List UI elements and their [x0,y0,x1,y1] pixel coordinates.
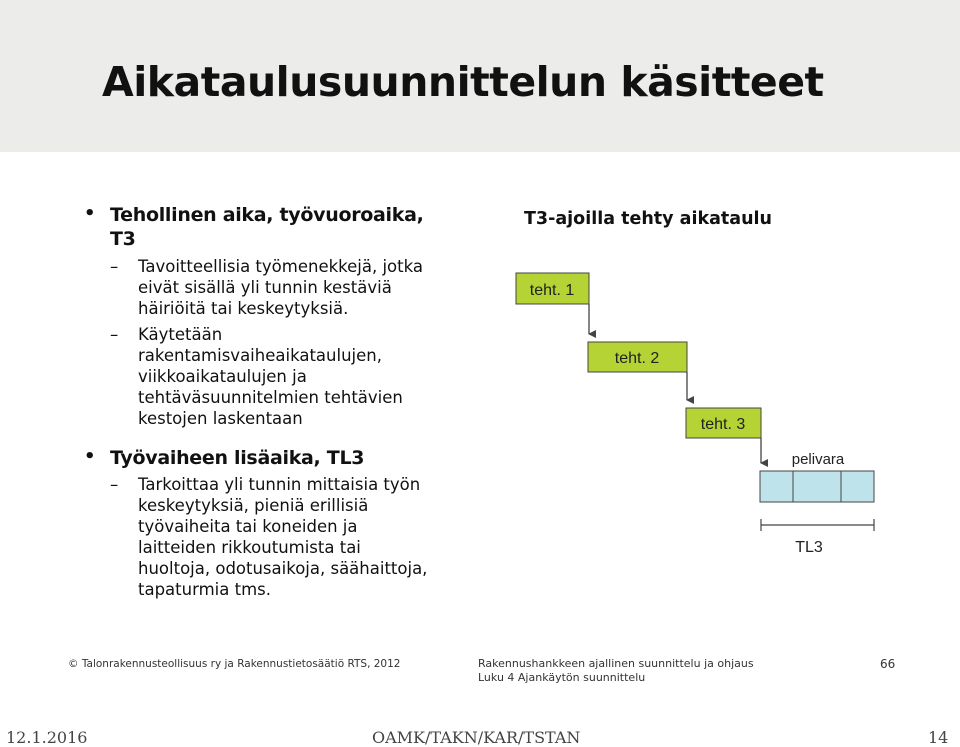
task-1-label: teht. 1 [529,282,575,299]
sub-item: – Tavoitteellisia työmenekkejä, jotka eivät sisällä yli tunnin kestäviä häiriöitä tai keskeytyksiä. [110,257,423,318]
bullet-dot: • [84,203,96,224]
buffer-box [760,471,874,502]
task-2-label: teht. 2 [614,350,660,367]
buffer-label: pelivara [791,451,845,468]
copyright-text: © Talonrakennusteollisuus ry ja Rakennustietosäätiö RTS, 2012 [68,658,401,670]
slide-number: 14 [928,728,949,747]
diagram-title: T3-ajoilla tehty aikataulu [524,209,773,229]
book-reference: Rakennushankkeen ajallinen suunnittelu ja ohjaus Luku 4 Ajankäytön suunnittelu [478,657,754,684]
bullet-dot: • [84,446,96,467]
bullet-heading: Työvaiheen lisäaika, TL3 [110,447,365,469]
span-label: TL3 [795,539,823,556]
book-page-number: 66 [880,657,896,671]
sub-item: – Käytetään rakentamisvaiheaikataulujen, viikkoaikataulujen ja tehtäväsuunnitelmien tehtävien kestojen laskentaan [110,325,403,428]
sub-item: – Tarkoittaa yli tunnin mittaisia työn keskeytyksiä, pieniä erillisiä työvaiheita tai koneiden ja laitteiden rikkoutumista tai huoltoja, odotusaikoja, säähaittoja, tapaturmia tms. [110,475,428,599]
footer-date: 12.1.2016 [6,728,88,747]
task-3-label: teht. 3 [700,416,746,433]
footer-org: OAMK/TAKN/KAR/TSTAN [372,728,581,747]
bullet-heading: Tehollinen aika, työvuoroaika, T3 [110,204,424,250]
slide-title: Aikataulusuunnittelun käsitteet [102,58,824,106]
